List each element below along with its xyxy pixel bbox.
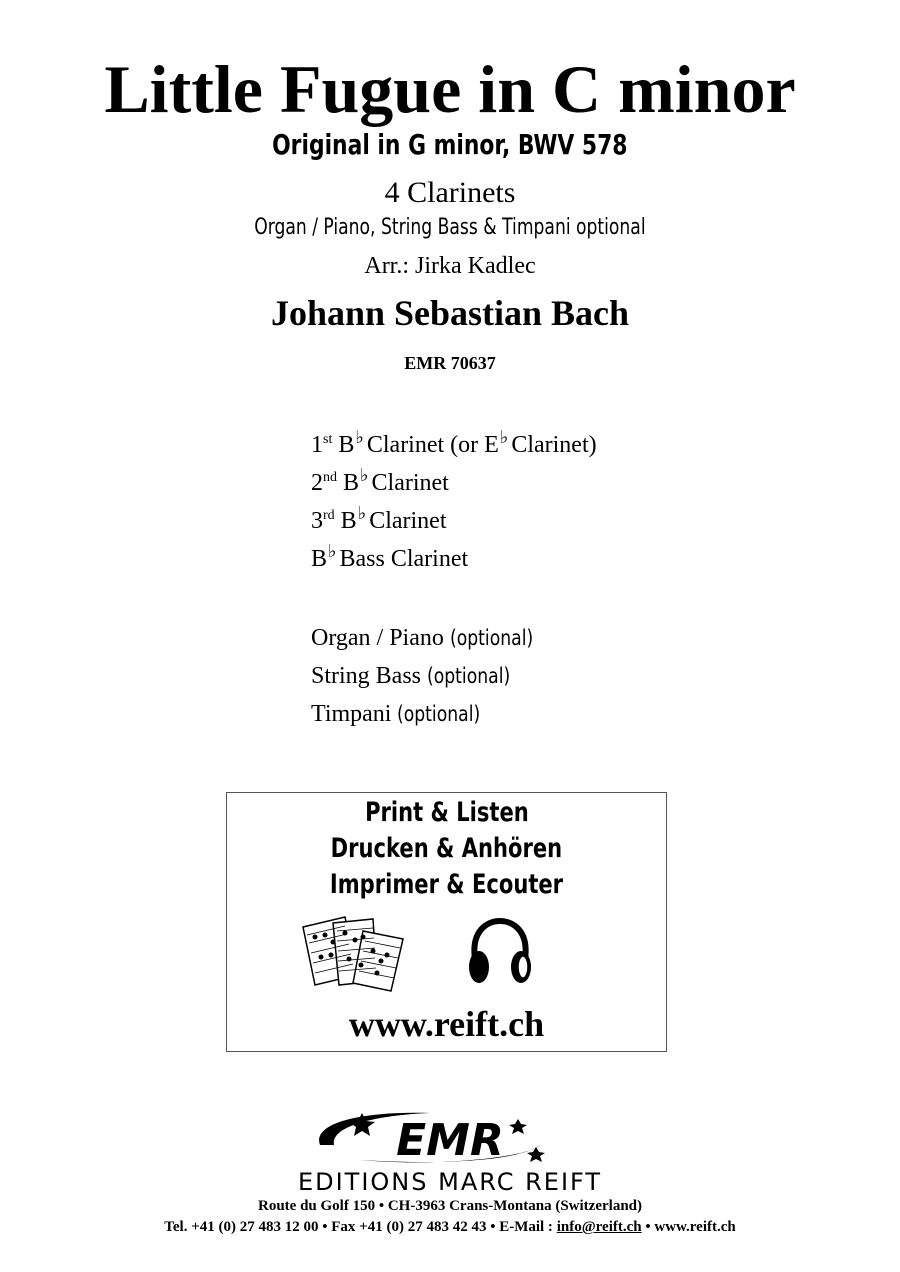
optional-instruments: Organ / Piano, String Bass & Timpani optional	[254, 215, 646, 240]
page-title: Little Fugue in C minor	[104, 51, 796, 127]
optional-instruments-container	[0, 214, 900, 240]
optional-part-name: Timpani	[311, 701, 392, 727]
sheet-music-icon	[299, 913, 414, 993]
part-label: Clarinet	[371, 470, 449, 496]
part-ordinal-suffix: nd	[323, 470, 337, 485]
part-ordinal: 3	[311, 508, 323, 534]
part-3	[311, 503, 447, 535]
emr-logo-graphic	[300, 1105, 600, 1170]
subtitle: Original in G minor, BWV 578	[272, 128, 628, 161]
part-ordinal-suffix: st	[323, 432, 333, 447]
flat-symbol: ♭	[499, 427, 509, 447]
publisher-name: EDITIONS MARC REIFT	[297, 1168, 603, 1196]
part-label-cont: Clarinet)	[511, 432, 597, 458]
part-ordinal-suffix: rd	[323, 508, 335, 523]
contact-phone-fax: Tel. +41 (0) 27 483 12 00 • Fax +41 (0) 27 483 42 43 • E-Mail :	[164, 1219, 557, 1235]
promo-text: Drucken & Anhören	[330, 833, 563, 864]
optional-part-note: (optional)	[449, 626, 534, 650]
email-link[interactable]: info@reift.ch	[556, 1219, 642, 1235]
flat-symbol: ♭	[328, 541, 337, 561]
part-key: B	[338, 432, 355, 458]
part-key: B	[340, 508, 357, 534]
part-4	[311, 541, 469, 573]
catalog-number: EMR 70637	[404, 353, 496, 373]
emr-logo	[300, 1105, 600, 1170]
part-label: Clarinet	[369, 508, 447, 534]
promo-line-fr	[227, 869, 666, 900]
optional-part	[311, 625, 551, 652]
part-key: B	[343, 470, 360, 496]
flat-symbol: ♭	[355, 427, 364, 447]
optional-part	[311, 701, 499, 728]
promo-text: Print & Listen	[364, 797, 529, 828]
optional-part-name: Organ / Piano	[311, 625, 444, 651]
part-2	[311, 465, 449, 497]
emr-logo-text: EMR	[396, 1115, 504, 1166]
arranger: Arr.: Jirka Kadlec	[364, 253, 536, 279]
part-label: Bass Clarinet	[339, 546, 469, 572]
part-ordinal: 2	[311, 470, 323, 496]
flat-symbol: ♭	[357, 503, 367, 523]
subtitle-container	[0, 128, 900, 162]
promo-line-de	[227, 833, 666, 864]
publisher-contact	[0, 1219, 900, 1236]
flat-symbol: ♭	[360, 465, 369, 485]
promo-url[interactable]: www.reift.ch	[348, 1004, 545, 1044]
part-1	[311, 427, 597, 459]
part-label: Clarinet (or E	[366, 432, 499, 458]
optional-part-note: (optional)	[427, 664, 511, 688]
optional-part-name: String Bass	[311, 663, 422, 689]
headphones-icon	[465, 917, 535, 989]
part-key: B	[311, 546, 328, 572]
promo-line-en	[227, 797, 666, 828]
optional-part	[311, 663, 529, 690]
contact-website[interactable]: • www.reift.ch	[641, 1219, 736, 1235]
composer: Johann Sebastian Bach	[270, 293, 630, 333]
part-ordinal: 1	[311, 432, 323, 458]
optional-part-note: (optional)	[397, 702, 481, 726]
publisher-address: Route du Golf 150 • CH-3963 Crans-Montana (Switzerland)	[258, 1198, 642, 1214]
promo-text: Imprimer & Ecouter	[329, 869, 564, 900]
ensemble: 4 Clarinets	[384, 176, 516, 209]
print-listen-box	[226, 792, 667, 1052]
